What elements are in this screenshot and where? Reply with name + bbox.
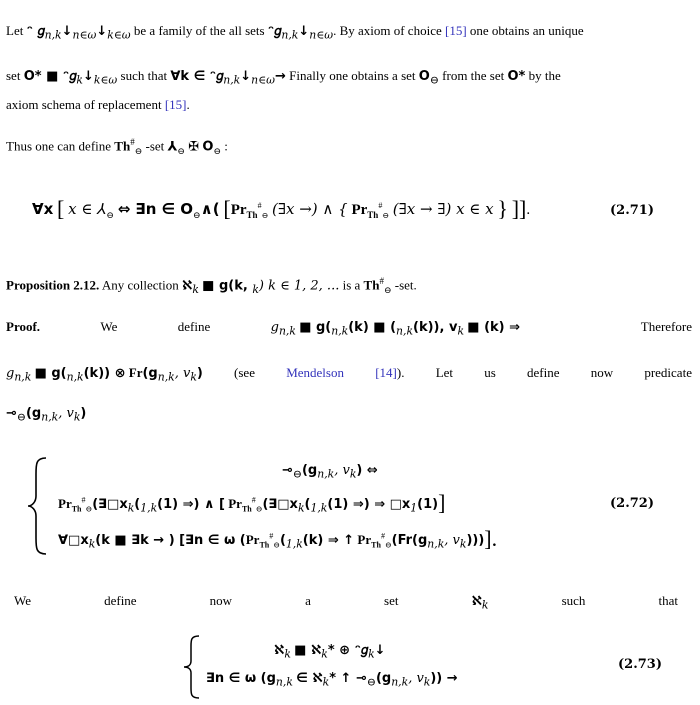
- math-sub: 1,k: [140, 501, 158, 515]
- math-sub: n,k: [331, 324, 349, 338]
- word: define: [177, 319, 211, 334]
- math-expr: , v: [334, 463, 350, 478]
- text-run: is a: [342, 277, 361, 293]
- text-run: by the: [528, 68, 561, 83]
- math-sub: k: [127, 501, 135, 515]
- math-sub: n,k: [317, 467, 335, 481]
- text-run: Finally one obtains a set: [289, 68, 416, 83]
- math-symbol: O: [418, 69, 430, 84]
- math-sub: Th: [71, 504, 82, 514]
- math-expr: ): [196, 366, 203, 381]
- math-expr: ) k ∈ 1, 2, ...: [258, 278, 340, 294]
- math-sub: Th: [371, 540, 381, 550]
- math-symbol: ⊸: [6, 406, 17, 421]
- proposition-2-12: [6, 272, 692, 299]
- math-symbol: ᵔ𝑔: [267, 24, 282, 39]
- word: that: [658, 593, 678, 608]
- word: Let: [6, 23, 24, 38]
- math-sup: #: [378, 201, 383, 210]
- math-expr: x ∈ ⅄: [68, 200, 107, 218]
- math-expr: (g: [375, 671, 392, 686]
- word: define: [104, 593, 137, 608]
- math-sub: k: [423, 675, 431, 689]
- math-sub: n,k: [278, 324, 296, 338]
- math-sup: #: [251, 495, 256, 505]
- proof-label: Proof.: [6, 319, 41, 334]
- math-sub: n,k: [66, 370, 84, 384]
- math-expr: , v: [174, 366, 191, 381]
- math-expr: ∃n ∈ ω (g: [206, 671, 276, 686]
- citation-link[interactable]: [15]: [444, 23, 467, 38]
- math-sub: n,k: [14, 370, 32, 384]
- para1-line1: [6, 22, 692, 45]
- math-expr: (1): [417, 497, 439, 512]
- math-sub: k: [368, 647, 375, 661]
- math-expr: (k) ■ (: [348, 320, 397, 335]
- math-sub: ⊖: [429, 73, 439, 87]
- math-symbol: ↓: [61, 24, 73, 39]
- eq72-row3: [58, 526, 497, 552]
- theory-symbol: Th: [363, 277, 380, 293]
- math-symbol: ℵ: [471, 594, 482, 609]
- math-sub: k: [457, 324, 465, 338]
- math-sub: ⊖: [261, 211, 269, 220]
- proposition-label: Proposition 2.12.: [6, 277, 100, 293]
- math-expr: (∃x →) ∧ {: [272, 200, 348, 218]
- math-sub: ⊖: [106, 210, 114, 220]
- eq72-row1: [282, 462, 378, 481]
- math-symbol: O: [202, 139, 214, 155]
- math-sub: n,k: [281, 28, 299, 42]
- math-sub: ⊖: [366, 675, 376, 689]
- math-expr: (g: [25, 406, 42, 421]
- period: .: [526, 202, 531, 218]
- math-sub: k∈ω: [107, 28, 131, 42]
- math-sup: #: [130, 137, 135, 147]
- math-sub: 1: [410, 501, 418, 515]
- math-expr: (k)), v: [413, 320, 458, 335]
- math-sub: ⊖: [193, 210, 201, 220]
- math-sub: ⊖: [213, 145, 221, 156]
- math-sub: ⊖: [255, 504, 263, 514]
- text-run: :: [224, 138, 228, 154]
- bracket: ]: [438, 490, 446, 515]
- word: Let: [435, 365, 454, 380]
- math-expr: ∀□x: [58, 533, 89, 548]
- bracket: ].: [484, 526, 498, 551]
- math-symbol: ↓: [82, 69, 94, 84]
- para1-line3: [6, 96, 692, 114]
- math-sub: k: [321, 647, 328, 661]
- math-sub: ⊖: [177, 145, 185, 156]
- proof-line1: [6, 318, 692, 341]
- math-expr: (: [134, 497, 141, 512]
- math-expr: (: [304, 497, 311, 512]
- math-sub: ⊖: [85, 504, 93, 514]
- math-sub: n,k: [44, 28, 62, 42]
- citation-link[interactable]: Mendelson: [286, 365, 344, 380]
- left-brace: [182, 634, 202, 700]
- math-expr: ■ (k) ⇒: [467, 320, 521, 335]
- math-expr: (k)) ⊗: [83, 366, 126, 381]
- math-sub: k: [73, 410, 81, 424]
- provability-symbol: Pr: [357, 532, 372, 547]
- math-symbol: O*: [507, 69, 526, 84]
- citation-link[interactable]: [15]: [164, 97, 187, 112]
- math-expr: , v: [408, 671, 424, 686]
- word: ).: [396, 365, 405, 380]
- word: a: [305, 593, 311, 608]
- provability-symbol: Pr: [228, 496, 242, 511]
- math-sub: n∈ω: [72, 28, 97, 42]
- theory-symbol: Th: [114, 138, 131, 154]
- math-sub: 1,k: [310, 501, 328, 515]
- eq73-row1: [274, 642, 386, 661]
- proof-line3: [6, 404, 692, 427]
- math-sub: n∈ω: [251, 73, 275, 87]
- math-expr: [6, 364, 203, 387]
- math-expr: (k) ⇒ ↑: [302, 533, 355, 548]
- free-variable-symbol: Fr: [128, 365, 143, 380]
- math-symbol: ✠: [188, 139, 200, 155]
- math-sup: #: [379, 276, 384, 286]
- word: We: [100, 319, 118, 334]
- math-sub: k∈ω: [93, 73, 118, 87]
- word: now: [590, 365, 614, 380]
- math-expr: ∧(: [200, 200, 220, 218]
- math-expr: (g: [301, 463, 318, 478]
- math-expr: [271, 318, 520, 341]
- math-sub: 1,k: [285, 537, 303, 551]
- math-expr: * ↑ ⊸: [329, 671, 367, 686]
- eq73-row2: [206, 670, 458, 689]
- eq72-row2: [58, 490, 445, 516]
- bracket: [: [57, 196, 65, 221]
- math-sub: n,k: [396, 324, 414, 338]
- math-expr: ))): [466, 533, 485, 548]
- math-sub: ⊖: [292, 467, 302, 481]
- math-sub: k: [349, 467, 357, 481]
- text-run: Any collection: [101, 277, 179, 293]
- provability-symbol: Pr: [58, 496, 72, 511]
- citation-link[interactable]: [14]: [375, 365, 397, 380]
- math-symbol: ⅄: [167, 139, 178, 155]
- equation-number-2-73: (2.73): [618, 657, 662, 672]
- math-symbol: ᵔ 𝑔: [26, 24, 45, 39]
- math-sub: k: [88, 537, 96, 551]
- math-expr: )) →: [430, 671, 458, 686]
- math-var: g: [270, 320, 279, 335]
- word: now: [209, 593, 233, 608]
- math-expr: (g: [142, 366, 158, 381]
- math-expr: ): [80, 406, 87, 421]
- math-sub: ⊖: [384, 540, 392, 550]
- math-symbol: ∀x: [32, 200, 54, 218]
- math-sub: n,k: [157, 370, 175, 384]
- math-expr: ■ g(: [299, 320, 332, 335]
- math-expr: ↓: [374, 643, 386, 658]
- math-sub: Th: [241, 504, 252, 514]
- math-sub: Th: [246, 210, 258, 220]
- math-sup: #: [269, 531, 274, 541]
- math-sub: k: [481, 598, 489, 612]
- math-expr: (1) ⇒) ∧ [: [157, 497, 225, 512]
- math-sub: n∈ω: [309, 28, 334, 42]
- text-run: Thus one can define: [6, 138, 112, 154]
- provability-symbol: Pr: [230, 202, 247, 218]
- math-sub: ⊖: [382, 211, 390, 220]
- word: (see: [234, 365, 255, 380]
- bracket: ]]: [511, 196, 527, 221]
- math-expr: (1) ⇒) ⇒ □x: [327, 497, 411, 512]
- word: Therefore: [640, 319, 692, 334]
- math-sub: k: [322, 675, 330, 689]
- text-run: from the set: [442, 68, 505, 83]
- bracket: [: [223, 196, 231, 221]
- math-sub: n,k: [41, 410, 59, 424]
- math-sub: k: [252, 282, 259, 296]
- math-expr: (: [279, 533, 286, 548]
- math-sup: #: [257, 201, 262, 210]
- math-expr: , v: [444, 533, 460, 548]
- word: define: [527, 365, 560, 380]
- math-expr: ■ g(: [34, 366, 67, 381]
- math-sub: k: [459, 537, 467, 551]
- math-sub: ⊖: [16, 410, 26, 424]
- math-sub: n,k: [275, 675, 293, 689]
- math-sub: ⊖: [273, 540, 280, 550]
- math-symbol: ℵ: [182, 278, 193, 294]
- math-sub: Th: [259, 540, 270, 550]
- text-run: .: [186, 97, 190, 112]
- word: such: [561, 593, 586, 608]
- text-run: one obtains an unique: [469, 23, 584, 38]
- math-expr: (∃x → ∃) x ∈ x: [392, 200, 494, 218]
- math-sub: n,k: [223, 73, 241, 87]
- brace: }: [497, 196, 508, 221]
- text-run: axiom schema of replacement: [6, 97, 162, 112]
- math-symbol: ℵ: [274, 643, 285, 658]
- left-brace: [26, 456, 50, 556]
- equation-2-71: [32, 196, 530, 222]
- provability-symbol: Pr: [351, 202, 368, 218]
- math-expr: * ⊕ ᵔ𝑔: [327, 643, 369, 658]
- math-var: g: [6, 366, 15, 381]
- provability-symbol: Pr: [245, 532, 260, 547]
- math-sub: k: [76, 73, 83, 87]
- math-sub: ⊖: [134, 145, 143, 156]
- word: us: [484, 365, 496, 380]
- math-sub: Th: [367, 210, 379, 220]
- text-run: . By axiom of choice: [333, 23, 442, 38]
- math-sub: k: [284, 647, 291, 661]
- math-symbol: ⊸: [282, 463, 293, 478]
- math-expr: ) ⇔: [356, 463, 378, 478]
- math-sub: n,k: [391, 675, 409, 689]
- word: set: [6, 68, 21, 83]
- math-symbol: ↓: [240, 69, 252, 84]
- word: predicate: [644, 365, 692, 380]
- math-sub: ⊖: [383, 284, 392, 295]
- math-expr: ■ g(k,: [202, 278, 253, 294]
- math-sub: k: [297, 501, 305, 515]
- math-expr: ■ ℵ: [294, 643, 322, 658]
- proof-line2: [6, 364, 692, 387]
- text-run: -set: [145, 138, 165, 154]
- equation-number-2-71: (2.71): [610, 203, 654, 218]
- text-run: such that: [120, 68, 168, 83]
- text-run: be a family of the all sets: [133, 23, 265, 38]
- math-sub: n,k: [427, 537, 445, 551]
- math-symbol: ∀k ∈ ᵔ𝑔: [170, 69, 224, 84]
- para3: [14, 592, 678, 615]
- math-symbol: ↓: [298, 24, 310, 39]
- word: set: [384, 593, 399, 608]
- word: We: [14, 593, 31, 608]
- math-expr: (k ■ ∃k → ) [∃n ∈ ω (: [95, 533, 246, 548]
- math-sub: k: [192, 282, 199, 296]
- text-run: -set.: [394, 277, 417, 293]
- equation-number-2-72: (2.72): [610, 496, 654, 511]
- math-sup: #: [380, 531, 385, 541]
- math-sub: k: [190, 370, 197, 384]
- math-expr: (Fr(g: [391, 533, 428, 548]
- math-symbol: →: [274, 69, 286, 84]
- math-symbol: ↓: [96, 24, 108, 39]
- math-expr: , v: [58, 406, 74, 421]
- math-symbol: O* ■ ᵔ𝑔: [23, 69, 77, 84]
- para1-line2: [6, 67, 692, 90]
- math-expr: ∈ ℵ: [296, 671, 323, 686]
- math-sup: #: [81, 495, 86, 505]
- para2: [6, 133, 692, 160]
- math-expr: (∃□x: [262, 497, 298, 512]
- math-expr: (∃□x: [92, 497, 128, 512]
- math-expr: ⇔ ∃n ∈ O: [117, 200, 194, 218]
